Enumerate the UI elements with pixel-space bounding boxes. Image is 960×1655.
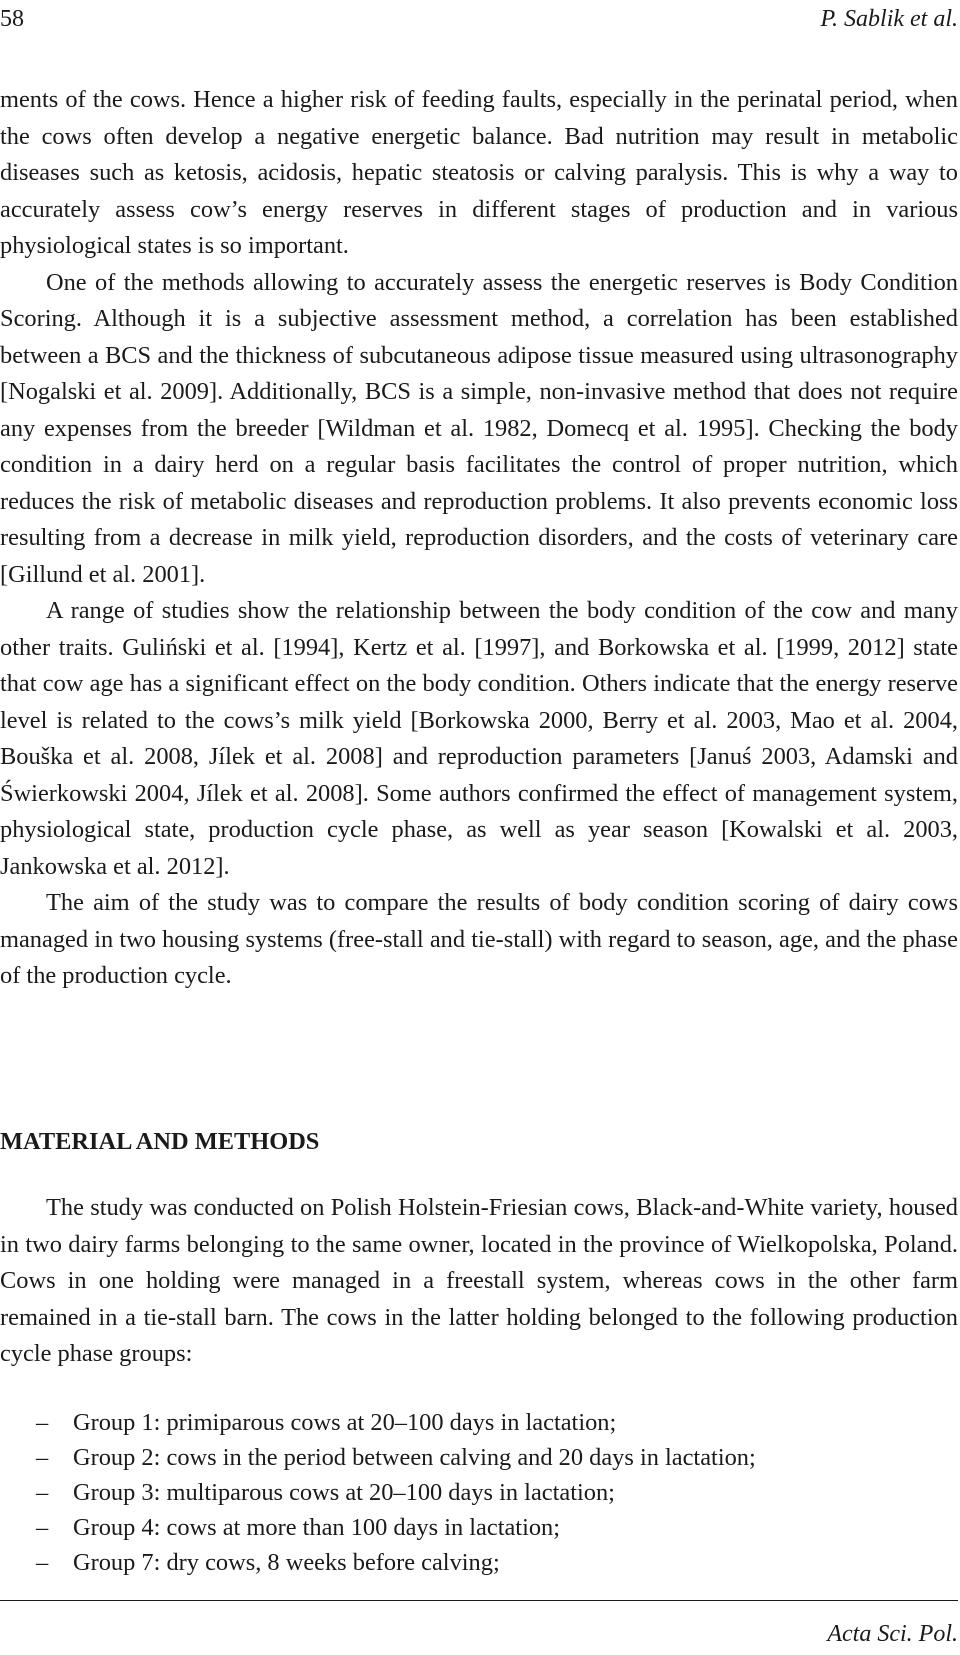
list-dash: – <box>36 1549 49 1576</box>
list-item-text: Group 1: primiparous cows at 20–100 days in lactation; <box>73 1409 617 1436</box>
paragraph-4: The aim of the study was to compare the results of body condition scoring of dairy cows managed in two housing systems (free-stall and tie-stall) with regard to season, age, and the phase of the production cycle. <box>0 889 958 989</box>
list-item <box>0 1545 958 1580</box>
footer-rule <box>0 1600 958 1601</box>
list-item <box>0 1440 958 1475</box>
list-dash: – <box>36 1409 49 1436</box>
list-item-text: Group 3: multiparous cows at 20–100 days in lactation; <box>73 1479 615 1506</box>
list-item <box>0 1510 958 1545</box>
methods-paragraph: The study was conducted on Polish Holstein-Friesian cows, Black-and-White variety, housed in two dairy farms belonging to the same owner, located in the province of Wielkopolska, Poland. Cows in one holding were managed in a freestall system, whereas cows in the other farm remained in a tie-stall barn. The cows in the latter holding belonged to the following production cycle phase groups: <box>0 1194 958 1367</box>
methods-text <box>0 1190 958 1373</box>
list-item-text: Group 2: cows in the period between calving and 20 days in lactation; <box>73 1444 756 1471</box>
list-item-text: Group 7: dry cows, 8 weeks before calving; <box>73 1549 500 1576</box>
section-heading: MATERIAL AND METHODS <box>0 1128 320 1155</box>
list-dash: – <box>36 1514 49 1541</box>
page-number: 58 <box>0 6 24 32</box>
list-dash: – <box>36 1444 49 1471</box>
paragraph-1: ments of the cows. Hence a higher risk of feeding faults, especially in the perinatal period, when the cows often develop a negative energetic balance. Bad nutrition may result in metabolic diseases such as ketosis, acidosis, hepatic steatosis or calving paralysis. This is why a way to accurately assess cow’s energy reserves in different stages of production and in various physiological states is so important. <box>0 86 958 259</box>
body-text <box>0 82 958 995</box>
paragraph-3: A range of studies show the relationship between the body condition of the cow and many other traits. Guliński et al. [1994], Kertz et al. [1997], and Borkowska et al. [1999, 2012] state that cow age has a significant effect on the body condition. Others indicate that the energy reserve level is related to the cows’s milk yield [Borkowska 2000, Berry et al. 2003, Mao et al. 2004, Bouška et al. 2008, Jílek et al. 2008] and reproduction parameters [Januś 2003, Adamski and Świerkowski 2004, Jílek et al. 2008]. Some authors confirmed the effect of management system, physiological state, production cycle phase, as well as year season [Kowalski et al. 2003, Jankowska et al. 2012]. <box>0 597 958 880</box>
list-item-text: Group 4: cows at more than 100 days in lactation; <box>73 1514 561 1541</box>
running-author: P. Sablik et al. <box>820 6 958 32</box>
list-dash: – <box>36 1479 49 1506</box>
list-item <box>0 1475 958 1510</box>
paragraph-2: One of the methods allowing to accurately assess the energetic reserves is Body Condition Scoring. Although it is a subjective assessment method, a correlation has been established between a BCS and the thickness of subcutaneous adipose tissue measured using ultrasonography [Nogalski et al. 2009]. Additionally, BCS is a simple, non-invasive method that does not require any expenses from the breeder [Wildman et al. 1982, Domecq et al. 1995]. Checking the body condition in a dairy herd on a regular basis facilitates the control of proper nutrition, which reduces the risk of metabolic diseases and reproduction problems. It also prevents economic loss resulting from a decrease in milk yield, reproduction disorders, and the costs of veterinary care [Gillund et al. 2001]. <box>0 268 958 588</box>
list-item <box>0 1405 958 1440</box>
page-header <box>0 2 958 36</box>
journal-name: Acta Sci. Pol. <box>827 1621 958 1647</box>
group-list <box>0 1405 958 1580</box>
